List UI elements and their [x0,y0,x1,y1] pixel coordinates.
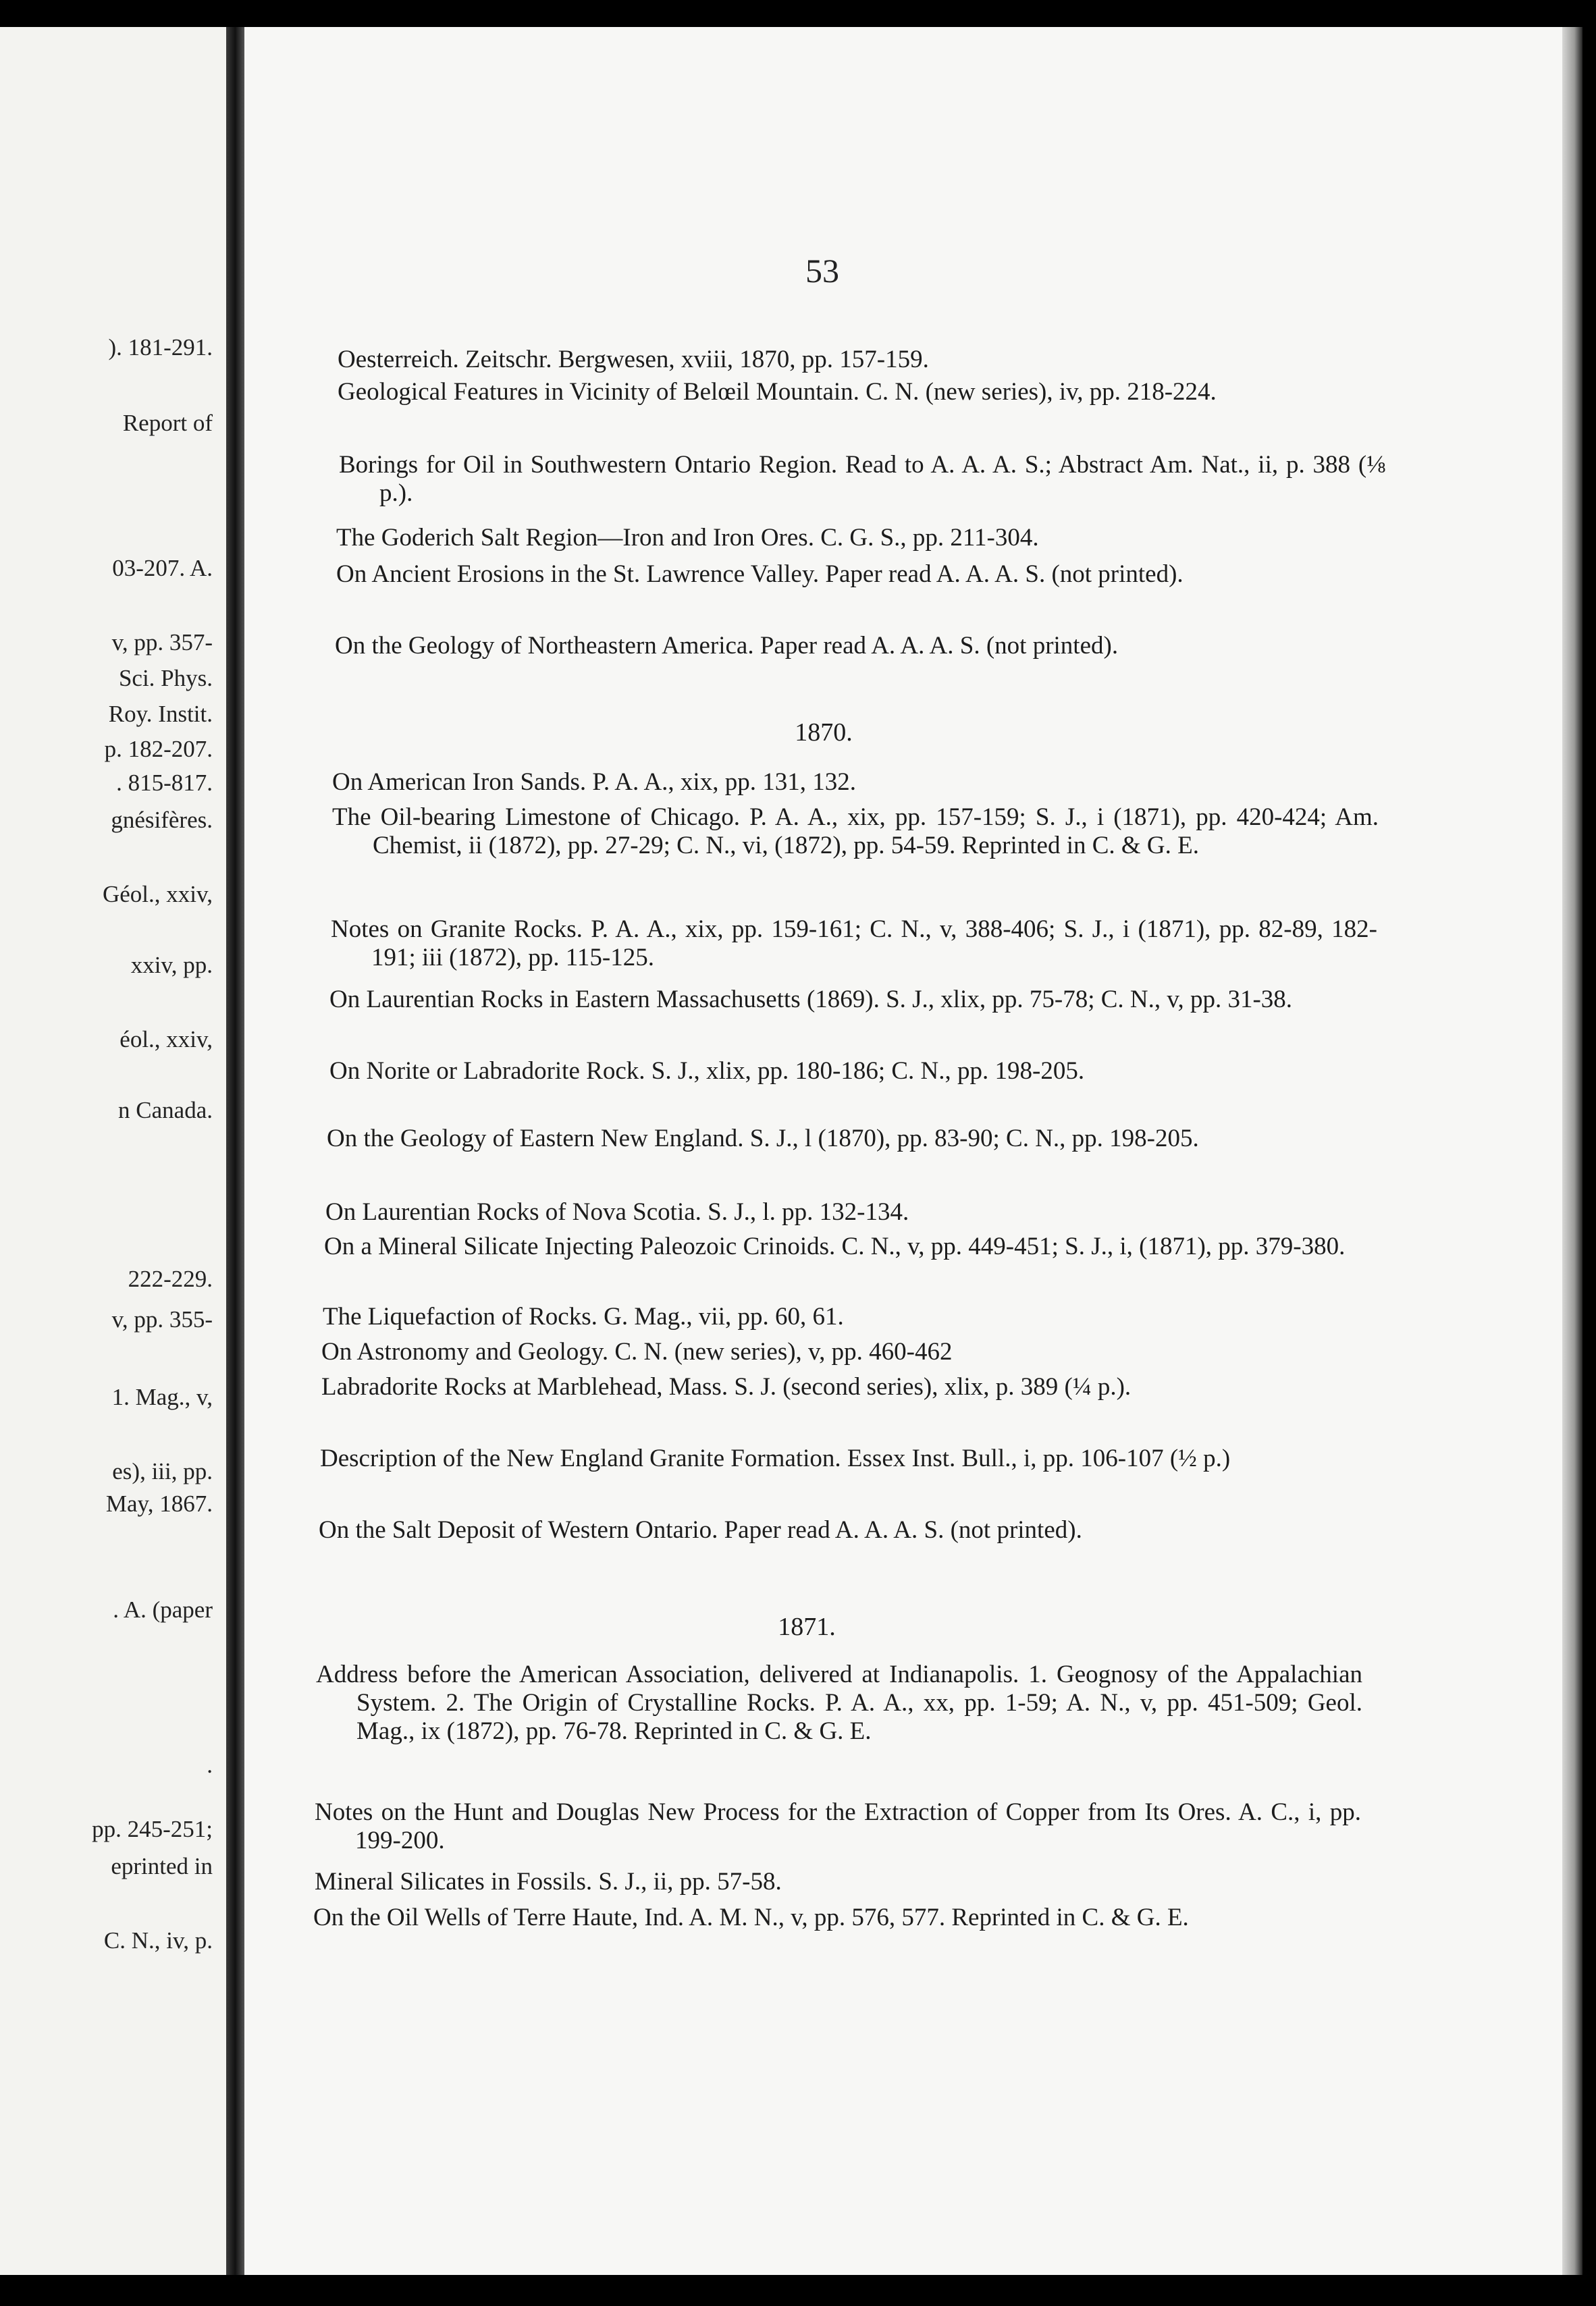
bibliography-entry: On Laurentian Rocks in Eastern Massachusetts (1869). S. J., xlix, pp. 75-78; C. N., v, pp. 31-38. [329,986,1293,1013]
bibliography-entry: Notes on the Hunt and Douglas New Process for the Extraction of Copper from Its Ores. A. C., i, pp. 199-200. [315,1798,1361,1854]
left-fragment: 1. Mag., v, [111,1384,213,1410]
book-gutter [226,27,244,2275]
bibliography-entry: Labradorite Rocks at Marblehead, Mass. S. J. (second series), xlix, p. 389 (¼ p.). [321,1373,1132,1401]
year-heading-1870: 1870. [795,718,853,747]
bibliography-entry: The Goderich Salt Region—Iron and Iron Ores. C. G. S., pp. 211-304. [336,524,1039,552]
left-fragment: pp. 245-251; [92,1816,213,1842]
bibliography-entry: Mineral Silicates in Fossils. S. J., ii, pp. 57-58. [315,1868,782,1896]
left-fragment: C. N., iv, p. [103,1927,213,1954]
bibliography-entry: On Ancient Erosions in the St. Lawrence Valley. Paper read A. A. A. S. (not printed). [336,560,1183,588]
left-fragment: . [207,1752,213,1778]
left-fragment: ). 181-291. [108,334,213,360]
left-fragment: Report of [122,410,213,436]
left-fragment: éol., xxiv, [119,1026,213,1052]
left-fragment: v, pp. 355- [111,1306,213,1333]
bibliography-entry: Notes on Granite Rocks. P. A. A., xix, pp. 159-161; C. N., v, 388-406; S. J., i (1871), pp. 82-89, 182-191; iii (1872), pp. 115-125. [331,915,1377,971]
left-fragment: . 815-817. [116,770,213,796]
bibliography-entry: Address before the American Association, delivered at Indianapolis. 1. Geognosy of the Appalachian System. 2. The Origin of Crystalline Rocks. P. A. A., xx, pp. 1-59; A. N., v, pp. 451-509; Geol. Mag., ix (1872), pp. 76-78. Reprinted in C. & G. E. [316,1661,1362,1745]
bibliography-entry: On American Iron Sands. P. A. A., xix, pp. 131, 132. [332,768,856,796]
left-fragment: Sci. Phys. [118,665,213,691]
bibliography-entry: On a Mineral Silicate Injecting Paleozoic Crinoids. C. N., v, pp. 449-451; S. J., i, (1871), pp. 379-380. [324,1233,1346,1260]
page-edge [1562,27,1582,2275]
bibliography-entry: On Norite or Labradorite Rock. S. J., xlix, pp. 180-186; C. N., pp. 198-205. [329,1057,1085,1085]
year-heading-1871: 1871. [778,1613,836,1641]
left-fragment: 222-229. [128,1266,213,1292]
left-fragment: es), iii, pp. [112,1458,213,1484]
left-page [0,27,226,2275]
left-fragment: Roy. Instit. [108,701,213,727]
bibliography-entry: On Astronomy and Geology. C. N. (new series), v, pp. 460-462 [321,1338,953,1366]
bibliography-entry: On the Geology of Eastern New England. S. J., l (1870), pp. 83-90; C. N., pp. 198-205. [327,1125,1199,1152]
bibliography-entry: The Oil-bearing Limestone of Chicago. P. A. A., xix, pp. 157-159; S. J., i (1871), pp. 420-424; Am. Chemist, ii (1872), pp. 27-29; C. N., vi, (1872), pp. 54-59. Reprinted in C. & G. E. [332,803,1379,859]
left-fragment: p. 182-207. [104,736,213,762]
bibliography-entry: On the Oil Wells of Terre Haute, Ind. A. M. N., v, pp. 576, 577. Reprinted in C. & G. E. [313,1904,1189,1931]
left-fragment: gnésifères. [111,807,213,833]
bibliography-entry: The Liquefaction of Rocks. G. Mag., vii, pp. 60, 61. [323,1303,844,1331]
left-fragment: n Canada. [118,1097,213,1123]
left-fragment: . A. (paper [113,1597,213,1623]
page-number: 53 [805,252,839,290]
left-fragment: 03-207. A. [112,555,213,581]
left-fragment: May, 1867. [105,1491,213,1517]
bibliography-entry: Description of the New England Granite Formation. Essex Inst. Bull., i, pp. 106-107 (½ p.) [320,1445,1231,1472]
left-fragment: xxiv, pp. [130,952,213,978]
left-fragment: eprinted in [111,1853,213,1879]
left-fragment: v, pp. 357- [111,629,213,655]
bibliography-entry: Oesterreich. Zeitschr. Bergwesen, xviii, 1870, pp. 157-159. [338,346,929,373]
bibliography-entry: On Laurentian Rocks of Nova Scotia. S. J., l. pp. 132-134. [325,1198,909,1226]
bibliography-entry: Borings for Oil in Southwestern Ontario Region. Read to A. A. A. S.; Abstract Am. Nat., ii, p. 388 (⅛ p.). [339,451,1385,507]
bibliography-entry: Geological Features in Vicinity of Belœil Mountain. C. N. (new series), iv, pp. 218-224. [338,378,1217,406]
bibliography-entry: On the Salt Deposit of Western Ontario. Paper read A. A. A. S. (not printed). [319,1516,1082,1544]
left-fragment: Géol., xxiv, [103,881,213,907]
bibliography-entry: On the Geology of Northeastern America. Paper read A. A. A. S. (not printed). [335,632,1119,660]
